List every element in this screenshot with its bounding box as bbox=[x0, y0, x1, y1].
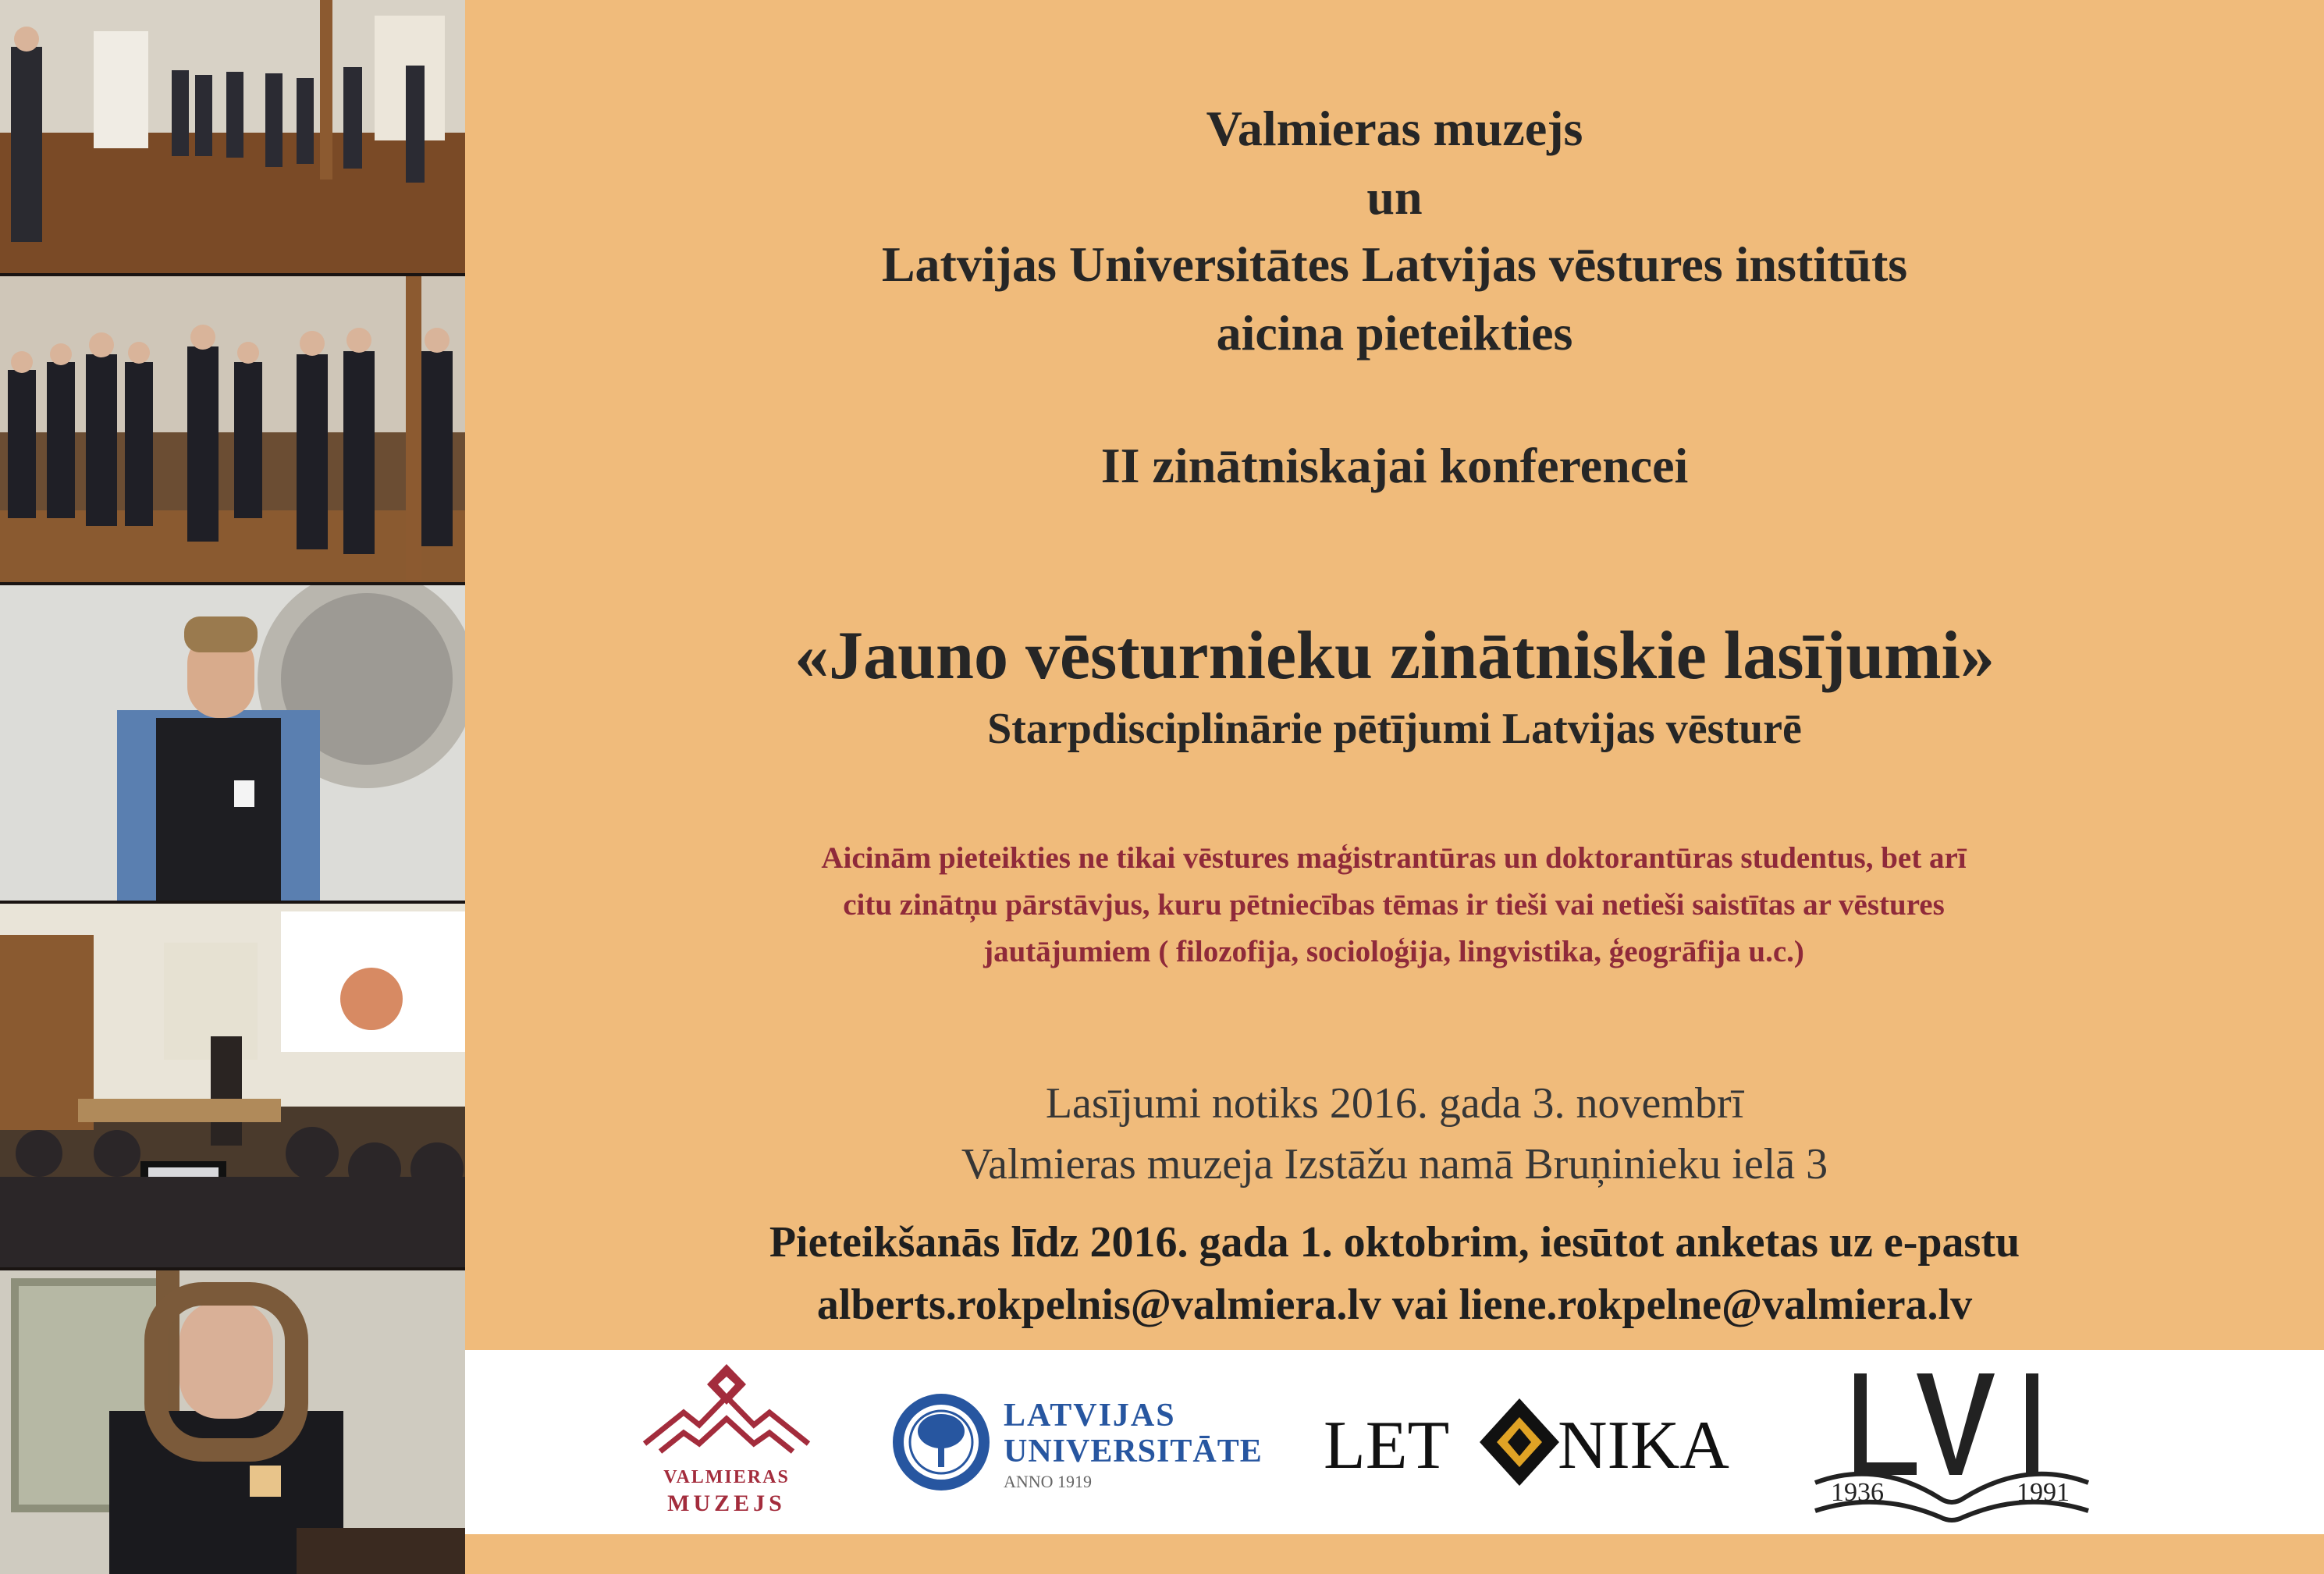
lu-logo-line2: UNIVERSITĀTE bbox=[1004, 1434, 1263, 1469]
conference-title: «Jauno vēsturnieku zinātniskie lasījumi» bbox=[794, 618, 1995, 694]
lu-logo-line1: LATVIJAS bbox=[1004, 1398, 1176, 1434]
contact-emails[interactable]: alberts.rokpelnis@valmiera.lv vai liene.rokpelne@valmiera.lv bbox=[816, 1281, 1973, 1329]
photo-presentation-room bbox=[0, 904, 465, 1267]
call-for-participants bbox=[629, 835, 2159, 975]
conference-subtitle: Starpdisciplinārie pētījumi Latvijas vēsturē bbox=[987, 705, 1802, 753]
lu-logo-line3: ANNO 1919 bbox=[1004, 1472, 1093, 1491]
notice-line: Aicinām pieteikties ne tikai vēstures maģistrantūras un doktorantūras studentus, bet arī bbox=[821, 841, 1967, 875]
valmieras-emblem-icon bbox=[637, 1350, 816, 1467]
photo-column bbox=[0, 0, 465, 1574]
organizer-museum: Valmieras muzejs bbox=[1206, 101, 1583, 156]
bottom-band bbox=[465, 1534, 2324, 1574]
photo-students-group bbox=[0, 276, 465, 582]
invite-text: aicina pieteikties bbox=[1216, 305, 1573, 361]
valmieras-logo-line2: MUZEJS bbox=[667, 1491, 786, 1516]
photo-speaker-man bbox=[0, 585, 465, 901]
organizer-institute: Latvijas Universitātes Latvijas vēstures institūts bbox=[881, 236, 1908, 292]
letonika-diamond-icon bbox=[1476, 1395, 1562, 1489]
valmieras-muzejs-logo bbox=[637, 1350, 816, 1534]
photo-speaker-woman bbox=[0, 1270, 465, 1574]
conference-label: II zinātniskajai konferencei bbox=[1100, 438, 1689, 493]
application-deadline: Pieteikšanās līdz 2016. gada 1. oktobrim, iesūtot anketas uz e-pastu bbox=[769, 1218, 2020, 1267]
photo-gallery-hall bbox=[0, 0, 465, 273]
lvi-year-start: 1936 bbox=[1831, 1478, 1884, 1507]
lvi-logo bbox=[1800, 1350, 2104, 1534]
latvijas-universitate-logo bbox=[887, 1350, 1277, 1534]
notice-line: citu zinātņu pārstāvjus, kuru pētniecības tēmas ir tieši vai netieši saistītas ar vēstures bbox=[843, 888, 1945, 922]
letonika-logo bbox=[1324, 1350, 1729, 1534]
invitation-panel bbox=[465, 0, 2324, 1350]
lvi-year-end: 1991 bbox=[2017, 1478, 2070, 1507]
university-seal-icon bbox=[887, 1350, 1004, 1534]
event-date: Lasījumi notiks 2016. gada 3. novembrī bbox=[1045, 1079, 1744, 1128]
letonika-logo-left: LET bbox=[1324, 1408, 1450, 1483]
event-place: Valmieras muzeja Izstāžu namā Bruņinieku ielā 3 bbox=[961, 1140, 1828, 1188]
valmieras-logo-line1: VALMIERAS bbox=[663, 1467, 790, 1487]
letonika-logo-right: NIKA bbox=[1558, 1408, 1729, 1483]
partner-logos bbox=[465, 1350, 2324, 1534]
organizer-conjunction: un bbox=[1366, 169, 1423, 225]
notice-line: jautājumiem ( filozofija, socioloģija, lingvistika, ģeogrāfija u.c.) bbox=[983, 935, 1804, 968]
